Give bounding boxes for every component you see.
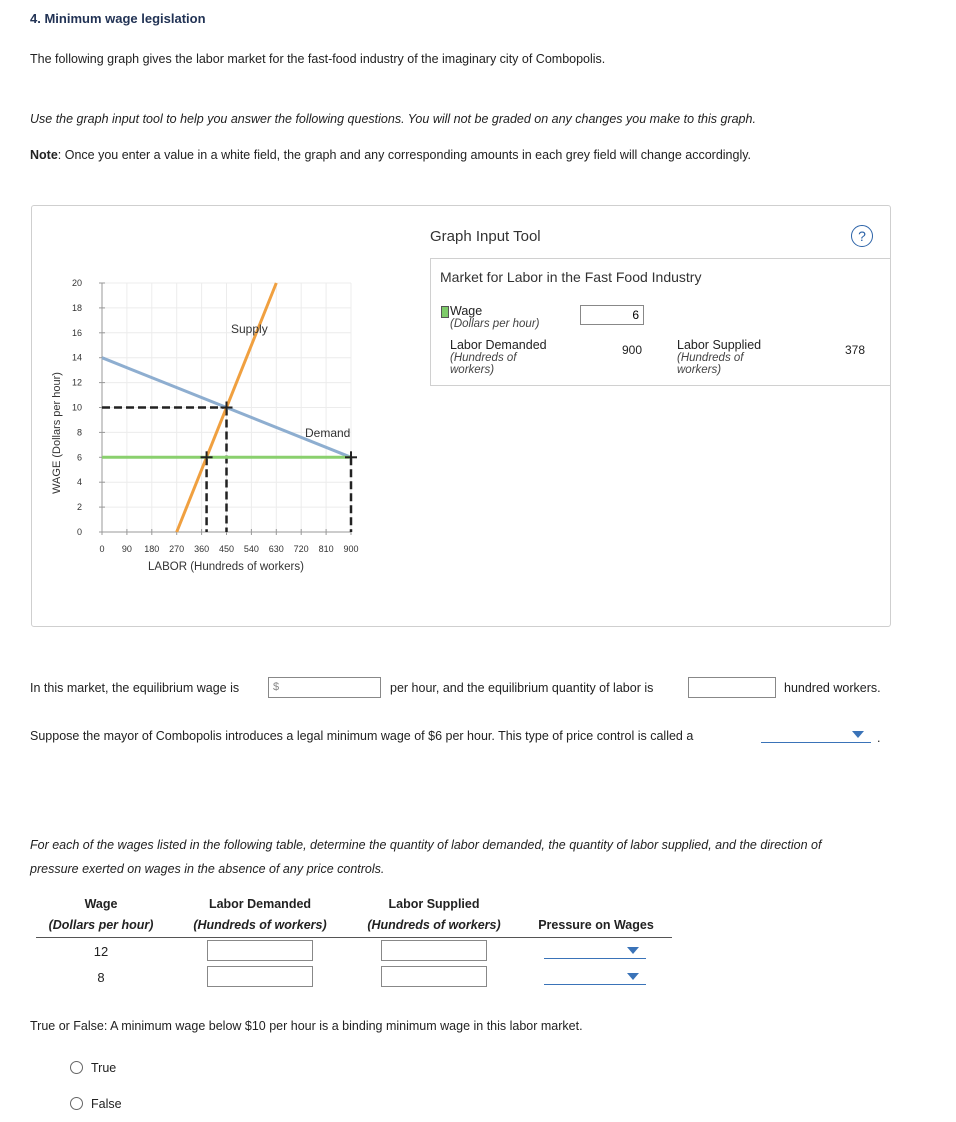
- y-axis-label: WAGE (Dollars per hour): [51, 372, 63, 494]
- x-tick-label: 180: [144, 544, 160, 554]
- price-control-dropdown[interactable]: [761, 742, 871, 743]
- intro-text: The following graph gives the labor market for the fast-food industry of the imaginary city of Combopolis.: [30, 52, 606, 66]
- divider: [430, 258, 891, 259]
- row1-labor-demanded-input[interactable]: [207, 940, 313, 961]
- labor-demanded-sub1: (Hundreds of: [450, 352, 517, 364]
- true-radio[interactable]: [70, 1061, 83, 1074]
- minwage-text: Suppose the mayor of Combopolis introduces a legal minimum wage of $6 per hour. This type of price control is called a: [30, 729, 694, 743]
- x-tick-label: 900: [343, 544, 359, 554]
- eq-text-3: hundred workers.: [784, 681, 881, 695]
- th-labor-demanded-sub: (Hundreds of workers): [193, 918, 327, 932]
- th-labor-supplied: Labor Supplied: [388, 897, 480, 911]
- point-marker[interactable]: [345, 451, 357, 463]
- x-tick-label: 450: [218, 544, 235, 554]
- row2-wage: 8: [97, 970, 105, 985]
- y-tick-label: 14: [71, 352, 82, 363]
- false-radio[interactable]: [70, 1097, 83, 1110]
- y-tick-label: 20: [71, 278, 82, 288]
- tf-question: True or False: A minimum wage below $10 per hour is a binding minimum wage in this labor market.: [30, 1019, 583, 1033]
- labor-supplied-sub2: workers): [677, 364, 722, 376]
- th-labor-demanded: Labor Demanded: [208, 897, 312, 911]
- point-marker[interactable]: [221, 402, 233, 414]
- wage-color-swatch-icon: [441, 306, 449, 318]
- y-tick-label: 18: [71, 302, 82, 313]
- x-tick-label: 360: [194, 544, 210, 554]
- row2-labor-demanded-input[interactable]: [207, 966, 313, 987]
- true-label[interactable]: True: [91, 1061, 117, 1075]
- point-marker[interactable]: [201, 451, 213, 463]
- row1-pressure-dropdown[interactable]: [544, 958, 646, 959]
- row1-labor-supplied-input[interactable]: [381, 940, 487, 961]
- y-tick-label: 0: [76, 527, 82, 537]
- labor-demanded-value: 900: [621, 343, 642, 357]
- x-tick-label: 270: [169, 544, 185, 554]
- x-tick-label: 720: [293, 544, 309, 554]
- note-label: Note: [30, 148, 58, 162]
- y-tick-label: 6: [76, 452, 82, 463]
- labor-demanded-label: Labor Demanded: [450, 338, 547, 352]
- labor-market-graph[interactable]: [40, 270, 380, 580]
- x-axis-label: LABOR (Hundreds of workers): [148, 561, 304, 573]
- row2-labor-supplied-input[interactable]: [381, 966, 487, 987]
- x-tick-label: 540: [243, 544, 259, 554]
- note-body: : Once you enter a value in a white field, the graph and any corresponding amounts in each grey field will change accordingly.: [57, 148, 752, 162]
- y-tick-label: 10: [71, 402, 82, 413]
- x-tick-label: 810: [318, 544, 334, 554]
- minwage-period: .: [877, 731, 881, 745]
- dropdown-caret-icon[interactable]: [852, 731, 864, 738]
- th-labor-supplied-sub: (Hundreds of workers): [367, 918, 501, 932]
- x-tick-label: 90: [121, 544, 132, 554]
- question-title: 4. Minimum wage legislation: [30, 11, 206, 26]
- row1-wage: 12: [93, 944, 109, 959]
- x-tick-label: 630: [268, 544, 284, 554]
- labor-supplied-value: 378: [844, 343, 865, 357]
- wage-input[interactable]: [580, 305, 644, 325]
- y-tick-label: 16: [71, 327, 82, 338]
- table-intro-line1: For each of the wages listed in the following table, determine the quantity of labor demanded, the quantity of labor supplied, and the direction of: [30, 838, 822, 852]
- eq-text-2: per hour, and the equilibrium quantity of labor is: [390, 681, 654, 695]
- th-wage-sub: (Dollars per hour): [48, 918, 154, 932]
- supply-label: Supply: [231, 322, 268, 336]
- eq-text-1: In this market, the equilibrium wage is: [30, 681, 240, 695]
- wage-label: Wage: [450, 304, 483, 318]
- labor-supplied-label: Labor Supplied: [677, 338, 762, 352]
- instruction-text: Use the graph input tool to help you answer the following questions. You will not be graded on any changes you make to this graph.: [30, 112, 756, 126]
- y-tick-label: 8: [76, 427, 82, 438]
- note-text: [30, 148, 751, 162]
- market-title: Market for Labor in the Fast Food Industry: [440, 269, 702, 285]
- help-icon[interactable]: ?: [851, 225, 873, 247]
- labor-demanded-sub2: workers): [450, 364, 495, 376]
- labor-supplied-sub1: (Hundreds of: [677, 352, 744, 364]
- row2-dropdown-caret-icon[interactable]: [627, 973, 639, 980]
- y-tick-label: 4: [76, 477, 82, 488]
- equilibrium-quantity-input[interactable]: [688, 677, 776, 698]
- graph-input-tool-title: Graph Input Tool: [430, 228, 541, 245]
- row2-pressure-dropdown[interactable]: [544, 984, 646, 985]
- demand-label: Demand: [305, 426, 351, 440]
- th-pressure: Pressure on Wages: [538, 918, 654, 932]
- y-tick-label: 2: [76, 502, 82, 513]
- tick-labels: [72, 278, 359, 554]
- y-tick-label: 12: [71, 377, 82, 388]
- equilibrium-wage-input[interactable]: [268, 677, 381, 698]
- row1-dropdown-caret-icon[interactable]: [627, 947, 639, 954]
- th-wage: Wage: [84, 897, 118, 911]
- wage-sub-label: (Dollars per hour): [450, 318, 540, 330]
- x-tick-label: 0: [99, 544, 105, 554]
- false-label[interactable]: False: [91, 1097, 122, 1111]
- dollar-sign: $: [273, 681, 280, 693]
- table-intro-line2: pressure exerted on wages in the absence of any price controls.: [30, 862, 385, 876]
- table-header-rule: [36, 937, 672, 938]
